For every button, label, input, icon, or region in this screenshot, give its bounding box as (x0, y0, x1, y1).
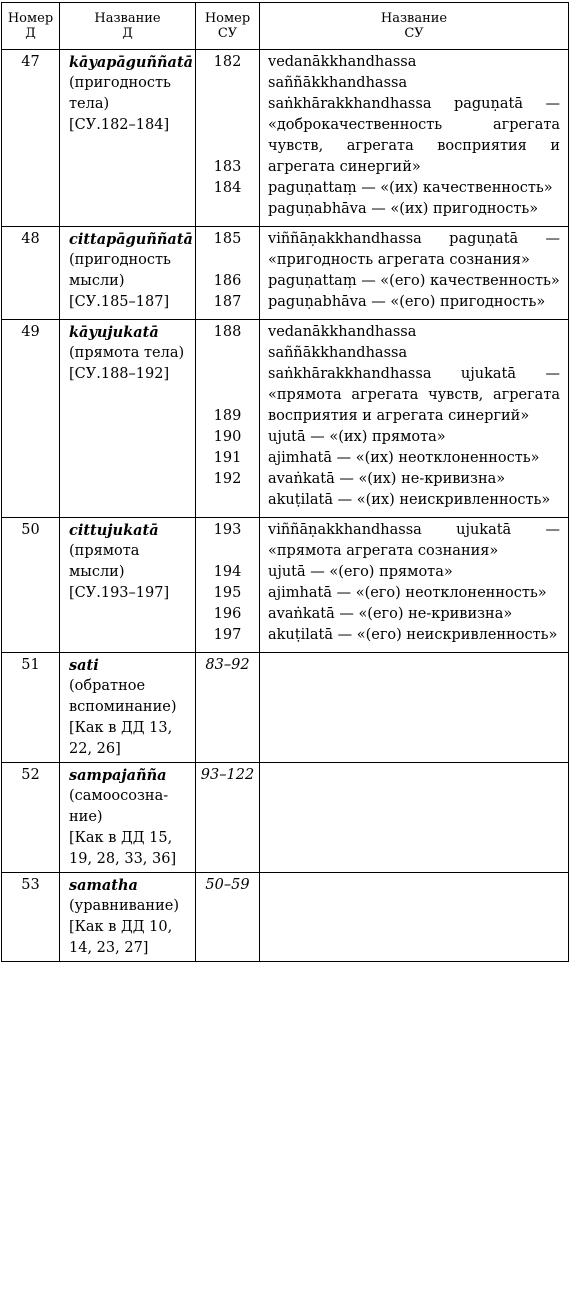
row-name: cittujukatā (прямота мысли) [СУ.193–197] (60, 518, 196, 653)
row-name: cittapāguññatā (пригодность мысли) [СУ.185–187] (60, 227, 196, 320)
table-row (2, 873, 569, 962)
row-su-numbers: 182 183 184 (196, 50, 260, 227)
row-number: 50 (2, 518, 60, 653)
table-row (2, 320, 569, 518)
glossary-table (1, 2, 569, 962)
row-su-numbers: 193 194 195 196 197 (196, 518, 260, 653)
row-description: viññāṇakkhandhassa ujukatā — «прямота агрегата сознания» ujutā — «(его) прямота» ajimhatā — «(его) неотклоненность» avaṅkatā — «(его) не-кривизна» akuṭilatā — «(его) неискривленность» (260, 518, 569, 653)
row-name: sati (обратное вспоминание) [Как в ДД 13, 22, 26] (60, 653, 196, 763)
row-number: 52 (2, 763, 60, 873)
row-su-numbers: 188 189 190 191 192 (196, 320, 260, 518)
row-su-range: 50–59 (196, 873, 260, 962)
row-description (260, 763, 569, 873)
table-row (2, 50, 569, 227)
row-description (260, 653, 569, 763)
row-su-numbers: 185 186 187 (196, 227, 260, 320)
row-description: vedanākkhandhassa saññākkhandhassa saṅkhārakkhandhassa paguṇatā — «доброкачественность агрегата чувств, агрегата восприятия и агрегата синергий» paguṇattaṃ — «(их) качественность» paguṇabhāva — «(их) пригодность» (260, 50, 569, 227)
row-name: kāyujukatā (прямота тела) [СУ.188–192] (60, 320, 196, 518)
table-row (2, 763, 569, 873)
header-number-su: Номер СУ (196, 3, 260, 50)
header-name-su: Название СУ (260, 3, 569, 50)
table-row (2, 227, 569, 320)
header-number-d: Номер Д (2, 3, 60, 50)
table-header-row (2, 3, 569, 50)
row-description (260, 873, 569, 962)
row-description: viññāṇakkhandhassa paguṇatā — «пригодность агрегата сознания» paguṇattaṃ — «(его) качественность» paguṇabhāva — «(его) пригодность» (260, 227, 569, 320)
row-su-range: 93–122 (196, 763, 260, 873)
row-name: samatha (уравнивание) [Как в ДД 10, 14, 23, 27] (60, 873, 196, 962)
table-row (2, 518, 569, 653)
row-name: sampajañña (самоосозна- ние) [Как в ДД 15, 19, 28, 33, 36] (60, 763, 196, 873)
row-number: 48 (2, 227, 60, 320)
header-name-d: Название Д (60, 3, 196, 50)
row-number: 51 (2, 653, 60, 763)
row-description: vedanākkhandhassa saññākkhandhassa saṅkhārakkhandhassa ujukatā — «прямота агрегата чувств, агрегата восприятия и агрегата синергий» ujutā — «(их) прямота» ajimhatā — «(их) неотклоненность» avaṅkatā — «(их) не-кривизна» akuṭilatā — «(их) неискривленность» (260, 320, 569, 518)
row-number: 47 (2, 50, 60, 227)
table-row (2, 653, 569, 763)
row-number: 53 (2, 873, 60, 962)
row-su-range: 83–92 (196, 653, 260, 763)
row-name: kāyapāguññatā (пригодность тела) [СУ.182–184] (60, 50, 196, 227)
row-number: 49 (2, 320, 60, 518)
